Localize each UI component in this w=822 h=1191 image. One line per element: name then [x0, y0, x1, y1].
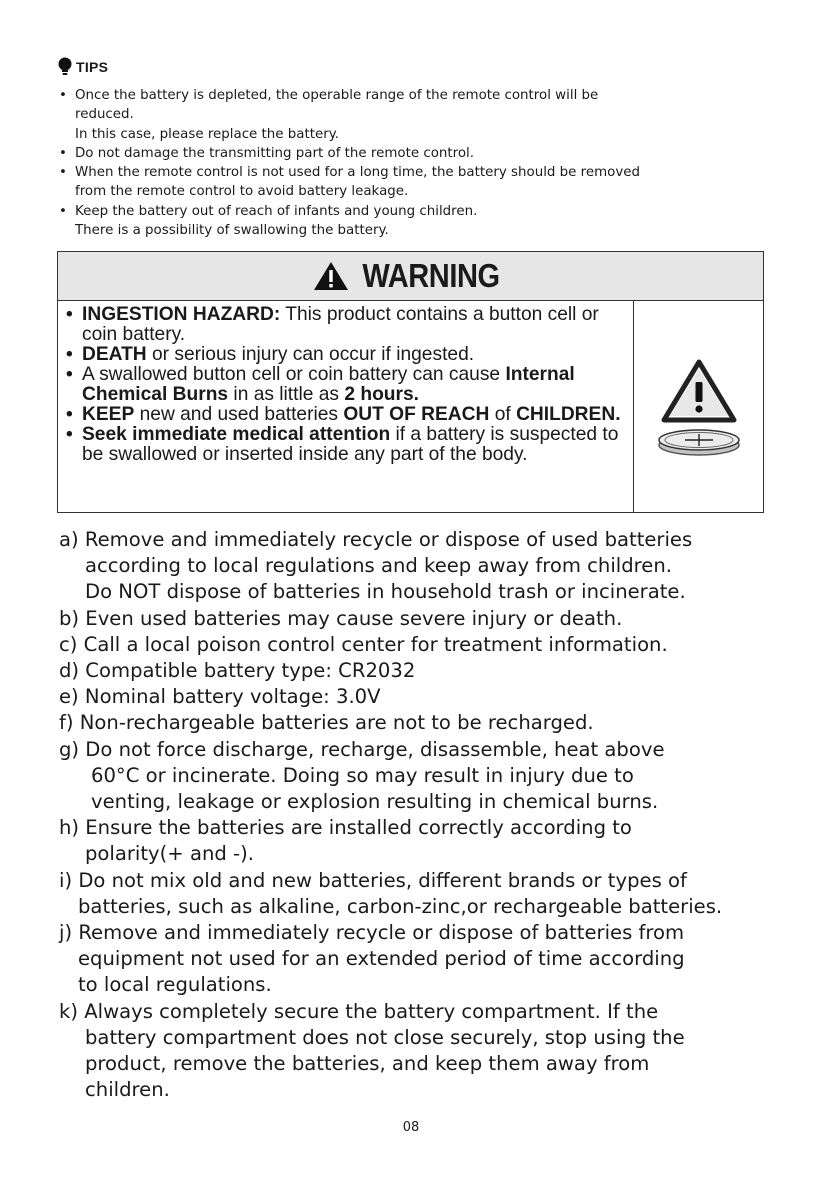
battery-warning-graphic — [634, 301, 763, 513]
instruction-item — [59, 868, 799, 920]
instruction-item — [59, 684, 799, 710]
instruction-line: f) Non-rechargeable batteries are not to be recharged. — [59, 711, 594, 735]
tips-item — [58, 202, 758, 241]
warning-text: A swallowed button cell or coin battery can cause — [82, 364, 506, 385]
tips-header — [58, 57, 108, 77]
tips-item — [58, 86, 758, 144]
lightbulb-icon — [58, 57, 72, 77]
coin-battery-warning-icon — [654, 352, 744, 462]
instruction-line: e) Nominal battery voltage: 3.0V — [59, 685, 381, 709]
instruction-item — [59, 710, 799, 736]
warning-text: in as little as — [228, 384, 345, 405]
instruction-line: d) Compatible battery type: CR2032 — [59, 659, 416, 683]
tips-list — [58, 86, 758, 240]
battery-instructions-list — [59, 527, 799, 1103]
instruction-line: polarity(+ and -). — [85, 842, 254, 866]
instruction-line: k) Always completely secure the battery compartment. If the — [59, 999, 659, 1023]
warning-text: of — [489, 404, 517, 425]
warning-bold-text: Internal Chemical Burns — [82, 364, 575, 405]
tips-item — [58, 144, 758, 163]
page-number: 08 — [402, 1120, 420, 1135]
instruction-line: venting, leakage or explosion resulting in chemical burns. — [91, 790, 659, 814]
instruction-line: b) Even used batteries may cause severe injury or death. — [59, 606, 623, 630]
instruction-item — [59, 606, 799, 632]
instruction-line: equipment not used for an extended period of time according — [78, 947, 685, 971]
warning-title: WARNING — [361, 257, 500, 294]
instruction-item — [59, 658, 799, 684]
warning-bold-text: DEATH — [82, 344, 147, 365]
tips-line: • When the remote control is not used for a long time, the battery should be removed — [75, 165, 641, 181]
warning-text: if a battery is suspected to be swallowed or inserted inside any part of the body. — [82, 424, 619, 465]
instruction-line: h) Ensure the batteries are installed correctly according to — [59, 816, 632, 840]
warning-text: new and used batteries — [134, 404, 344, 425]
warning-header — [58, 252, 763, 301]
warning-box — [57, 251, 764, 513]
instruction-line: batteries, such as alkaline, carbon-zinc,or rechargeable batteries. — [78, 894, 723, 918]
warning-bold-text: INGESTION HAZARD: — [82, 304, 281, 325]
instruction-line: battery compartment does not close securely, stop using the — [85, 1025, 685, 1049]
tips-title: TIPS — [76, 59, 109, 75]
tips-line: • Do not damage the transmitting part of the remote control. — [75, 145, 474, 161]
warning-bold-text: Seek immediate medical attention — [82, 424, 391, 445]
warning-bold-text: OUT OF REACH — [343, 404, 490, 425]
warning-list — [66, 305, 627, 465]
warning-item — [66, 425, 627, 465]
warning-text: This product contains a button cell or coin battery. — [82, 304, 599, 345]
instruction-item — [59, 632, 799, 658]
instruction-item — [59, 527, 799, 606]
instruction-item — [59, 920, 799, 999]
tips-line: • Once the battery is depleted, the operable range of the remote control will be — [75, 88, 599, 103]
warning-bold-text: 2 hours. — [344, 384, 419, 405]
warning-text: or serious injury can occur if ingested. — [146, 344, 475, 365]
warning-item — [66, 305, 627, 345]
tips-line: There is a possibility of swallowing the battery. — [75, 223, 389, 239]
instruction-line: product, remove the batteries, and keep them away from — [85, 1052, 650, 1076]
instruction-item — [59, 815, 799, 867]
tips-line: In this case, please replace the battery. — [75, 126, 339, 142]
warning-bold-text: KEEP — [82, 404, 135, 425]
instruction-line: to local regulations. — [78, 973, 272, 997]
instruction-line: j) Remove and immediately recycle or dispose of batteries from — [59, 921, 685, 945]
instruction-line: according to local regulations and keep away from children. — [85, 554, 672, 578]
warning-bold-text: CHILDREN. — [516, 404, 621, 425]
instruction-line: g) Do not force discharge, recharge, disassemble, heat above — [59, 737, 665, 761]
warning-triangle-icon — [313, 261, 349, 291]
tips-item — [58, 163, 758, 202]
instruction-item — [59, 737, 799, 816]
warning-item — [66, 405, 627, 425]
instruction-line: Do NOT dispose of batteries in household trash or incinerate. — [85, 580, 686, 604]
instruction-line: a) Remove and immediately recycle or dispose of used batteries — [59, 528, 693, 551]
tips-line: from the remote control to avoid battery leakage. — [75, 184, 409, 200]
tips-line: reduced. — [75, 107, 134, 123]
instruction-item — [59, 999, 799, 1104]
instruction-line: i) Do not mix old and new batteries, different brands or types of — [59, 868, 687, 892]
instruction-line: 60°C or incinerate. Doing so may result in injury due to — [91, 763, 634, 787]
warning-item — [66, 365, 627, 405]
tips-line: • Keep the battery out of reach of infants and young children. — [75, 203, 478, 219]
instruction-line: children. — [85, 1078, 170, 1102]
instruction-line: c) Call a local poison control center for treatment information. — [59, 632, 668, 656]
warning-item — [66, 345, 627, 365]
